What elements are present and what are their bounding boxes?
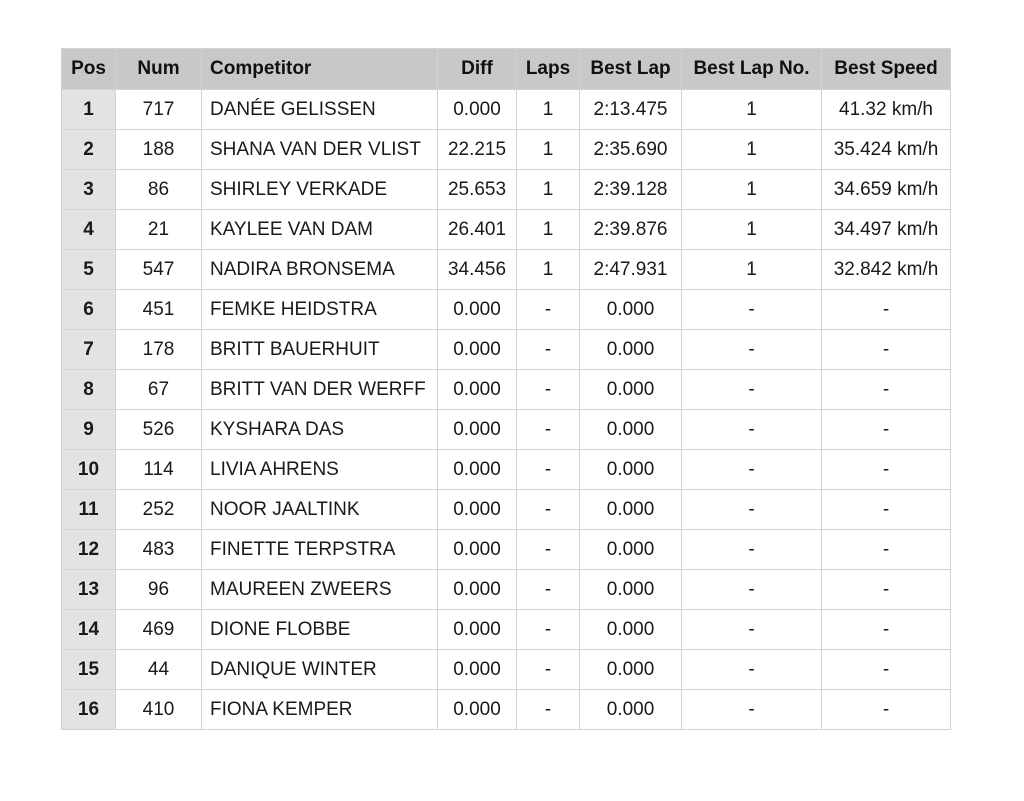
cell-laps: 1 [517,250,580,290]
cell-num: 67 [116,370,202,410]
table-row [62,650,951,690]
cell-best-speed: - [822,490,951,530]
header-best-speed: Best Speed [822,49,951,90]
cell-best-lap: 0.000 [580,490,682,530]
cell-num: 483 [116,530,202,570]
cell-pos: 2 [62,130,116,170]
cell-num: 526 [116,410,202,450]
cell-best-speed: - [822,410,951,450]
cell-best-lap-no: 1 [682,170,822,210]
cell-diff: 0.000 [438,370,517,410]
cell-best-lap-no: - [682,370,822,410]
cell-best-speed: - [822,450,951,490]
cell-laps: - [517,490,580,530]
cell-best-lap-no: - [682,690,822,730]
cell-diff: 26.401 [438,210,517,250]
cell-pos: 10 [62,450,116,490]
cell-competitor: NADIRA BRONSEMA [202,250,438,290]
cell-pos: 13 [62,570,116,610]
cell-competitor: FIONA KEMPER [202,690,438,730]
cell-best-lap-no: - [682,650,822,690]
cell-best-lap-no: 1 [682,250,822,290]
cell-best-lap: 0.000 [580,410,682,450]
header-best-lap: Best Lap [580,49,682,90]
header-row [62,49,951,90]
cell-diff: 0.000 [438,490,517,530]
cell-best-lap: 2:47.931 [580,250,682,290]
cell-best-lap: 0.000 [580,570,682,610]
cell-pos: 1 [62,90,116,130]
cell-num: 21 [116,210,202,250]
cell-diff: 0.000 [438,330,517,370]
cell-best-lap-no: - [682,490,822,530]
cell-num: 188 [116,130,202,170]
cell-best-lap: 0.000 [580,530,682,570]
cell-laps: - [517,290,580,330]
cell-num: 86 [116,170,202,210]
cell-diff: 0.000 [438,690,517,730]
cell-best-lap: 0.000 [580,650,682,690]
cell-pos: 11 [62,490,116,530]
cell-best-speed: - [822,690,951,730]
header-laps: Laps [517,49,580,90]
table-row [62,610,951,650]
cell-laps: - [517,610,580,650]
cell-laps: - [517,650,580,690]
cell-best-lap: 0.000 [580,610,682,650]
cell-competitor: KAYLEE VAN DAM [202,210,438,250]
cell-pos: 4 [62,210,116,250]
cell-best-lap: 2:39.128 [580,170,682,210]
cell-best-speed: - [822,370,951,410]
cell-best-speed: - [822,530,951,570]
cell-diff: 0.000 [438,410,517,450]
results-table-body [62,90,951,730]
cell-competitor: SHIRLEY VERKADE [202,170,438,210]
cell-competitor: BRITT VAN DER WERFF [202,370,438,410]
cell-best-speed: - [822,610,951,650]
header-pos: Pos [62,49,116,90]
cell-laps: 1 [517,170,580,210]
cell-pos: 3 [62,170,116,210]
cell-pos: 12 [62,530,116,570]
cell-diff: 0.000 [438,450,517,490]
cell-competitor: DANIQUE WINTER [202,650,438,690]
cell-competitor: BRITT BAUERHUIT [202,330,438,370]
cell-best-speed: - [822,330,951,370]
cell-competitor: MAUREEN ZWEERS [202,570,438,610]
cell-diff: 0.000 [438,650,517,690]
cell-pos: 7 [62,330,116,370]
cell-laps: - [517,370,580,410]
cell-num: 252 [116,490,202,530]
cell-laps: - [517,450,580,490]
cell-best-lap: 0.000 [580,450,682,490]
table-row [62,90,951,130]
cell-competitor: FINETTE TERPSTRA [202,530,438,570]
cell-num: 96 [116,570,202,610]
cell-best-speed: 34.497 km/h [822,210,951,250]
cell-best-lap-no: - [682,410,822,450]
cell-pos: 8 [62,370,116,410]
header-competitor: Competitor [202,49,438,90]
header-diff: Diff [438,49,517,90]
cell-best-speed: 34.659 km/h [822,170,951,210]
table-row [62,570,951,610]
cell-competitor: DIONE FLOBBE [202,610,438,650]
cell-num: 547 [116,250,202,290]
cell-diff: 0.000 [438,570,517,610]
cell-best-speed: - [822,650,951,690]
cell-competitor: NOOR JAALTINK [202,490,438,530]
cell-best-lap-no: 1 [682,130,822,170]
cell-diff: 34.456 [438,250,517,290]
cell-num: 178 [116,330,202,370]
cell-laps: - [517,330,580,370]
cell-best-lap: 0.000 [580,290,682,330]
cell-competitor: LIVIA AHRENS [202,450,438,490]
cell-best-lap-no: 1 [682,90,822,130]
cell-diff: 25.653 [438,170,517,210]
cell-best-speed: - [822,570,951,610]
table-row [62,410,951,450]
cell-best-lap-no: - [682,330,822,370]
table-row [62,530,951,570]
cell-best-lap-no: - [682,450,822,490]
table-row [62,330,951,370]
cell-best-lap: 2:13.475 [580,90,682,130]
table-row [62,450,951,490]
cell-diff: 22.215 [438,130,517,170]
table-row [62,170,951,210]
table-row [62,130,951,170]
cell-best-lap-no: 1 [682,210,822,250]
table-row [62,690,951,730]
cell-laps: - [517,530,580,570]
results-table [61,48,951,730]
cell-diff: 0.000 [438,290,517,330]
cell-pos: 15 [62,650,116,690]
cell-laps: 1 [517,90,580,130]
cell-diff: 0.000 [438,90,517,130]
cell-best-speed: 32.842 km/h [822,250,951,290]
cell-num: 410 [116,690,202,730]
cell-best-lap-no: - [682,290,822,330]
table-row [62,370,951,410]
table-row [62,490,951,530]
cell-num: 717 [116,90,202,130]
cell-pos: 16 [62,690,116,730]
table-row [62,210,951,250]
cell-best-lap-no: - [682,530,822,570]
cell-pos: 9 [62,410,116,450]
cell-num: 451 [116,290,202,330]
cell-best-lap: 2:39.876 [580,210,682,250]
cell-num: 114 [116,450,202,490]
cell-num: 44 [116,650,202,690]
cell-best-lap-no: - [682,610,822,650]
cell-laps: - [517,570,580,610]
cell-laps: - [517,410,580,450]
header-num: Num [116,49,202,90]
cell-competitor: KYSHARA DAS [202,410,438,450]
cell-best-speed: 41.32 km/h [822,90,951,130]
header-best-lap-no: Best Lap No. [682,49,822,90]
cell-laps: 1 [517,130,580,170]
cell-competitor: FEMKE HEIDSTRA [202,290,438,330]
results-table-header [62,49,951,90]
cell-laps: 1 [517,210,580,250]
cell-pos: 5 [62,250,116,290]
table-row [62,250,951,290]
cell-best-lap: 2:35.690 [580,130,682,170]
cell-num: 469 [116,610,202,650]
cell-competitor: SHANA VAN DER VLIST [202,130,438,170]
cell-best-speed: - [822,290,951,330]
cell-competitor: DANÉE GELISSEN [202,90,438,130]
cell-diff: 0.000 [438,610,517,650]
table-row [62,290,951,330]
cell-best-lap: 0.000 [580,330,682,370]
cell-best-lap: 0.000 [580,690,682,730]
cell-pos: 6 [62,290,116,330]
cell-best-lap: 0.000 [580,370,682,410]
cell-laps: - [517,690,580,730]
cell-diff: 0.000 [438,530,517,570]
cell-best-lap-no: - [682,570,822,610]
cell-pos: 14 [62,610,116,650]
cell-best-speed: 35.424 km/h [822,130,951,170]
